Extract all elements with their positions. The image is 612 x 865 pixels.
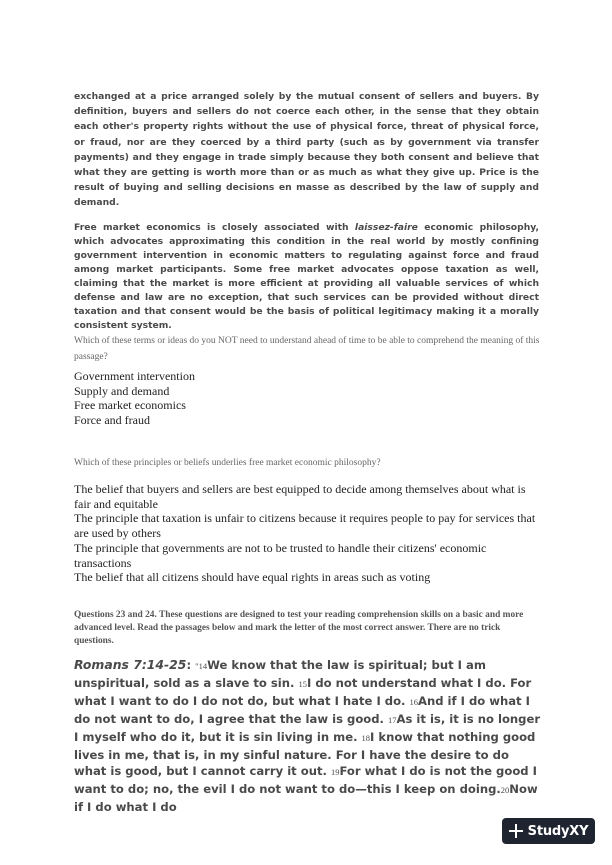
reference-colon: : (186, 658, 196, 672)
question-1-option: Government intervention (74, 369, 195, 383)
scripture-reference: Romans 7:14-25 (74, 657, 187, 672)
paragraph-2-text-end: economic philosophy, which advocates approximating this condition in the real world by mostly confining government intervention in economic matters to regulating against force and fraud among market participants. Some free market advocates oppose taxation as well, claiming that the market is more efficient at providing all valuable services of which defense and law are no exception, that such services can be provided without direct taxation and that consent would be the basis of political legitimacy making it a morally consistent system. (74, 222, 539, 331)
brand-name: StudyXY (527, 823, 589, 839)
paragraph-2-text-start: Free market economics is closely associated with (74, 222, 355, 233)
question-2-options (74, 482, 544, 585)
question-2-option: The belief that buyers and sellers are best equipped to decide among themselves about what is fair and equitable (74, 482, 526, 511)
verse-text: I know that nothing good lives in me, that is, in my sinful nature. For I have the desire to do what is good, but I cannot carry it out. (74, 729, 536, 779)
verse-number: 17 (387, 714, 397, 725)
verse-number: 18 (361, 732, 371, 743)
verse-number: 19 (330, 767, 340, 778)
quote-mark: " (195, 661, 199, 671)
plus-icon (509, 824, 523, 838)
question-1-option: Force and fraud (74, 413, 150, 428)
verse-text: We know that the law is spiritual; but I am unspiritual, sold as a slave to sin. (74, 658, 486, 690)
question-1-prompt: Which of these terms or ideas do you NOT need to understand ahead of time to be able to comprehend the meaning of this passage? (74, 336, 540, 362)
verse-text: As it is, it is no longer I myself who do it, but it is sin living in me. (74, 711, 541, 744)
verse-number: 14 (198, 661, 208, 671)
verse-text: And if I do what I do not want to do, I agree that the law is good. (74, 693, 530, 726)
studyxy-badge[interactable] (502, 818, 595, 844)
passage-paragraph-2 (74, 221, 539, 333)
question-2-prompt: Which of these principles or beliefs underlies free market economic philosophy? (74, 458, 381, 468)
section-instructions: Questions 23 and 24. These questions are designed to test your reading comprehension skills on a basic and more advanced level. Read the passages below and mark the letter of the most correct answer. There are no trick questions. (74, 610, 524, 646)
laissez-faire-term: laissez-faire (354, 222, 418, 233)
question-2-option: The principle that governments are not to be trusted to handle their citizens' economic transactions (74, 540, 487, 570)
question-2-option: The principle that taxation is unfair to citizens because it requires people to pay for services that are used by others (74, 511, 536, 541)
verse-number: 15 (298, 678, 307, 689)
question-1-option: Supply and demand (74, 383, 170, 398)
verse-text: For what I do is not the good I want to do; no, the evil I do not want to do—this I keep on doing. (74, 764, 537, 797)
verse-text: Now if I do what I do (74, 782, 538, 815)
passage-paragraph-1: exchanged at a price arranged solely by the mutual consent of sellers and buyers. By definition, buyers and sellers do not coerce each other, in the sense that they obtain each other's property rights without the use of physical force, threat of physical force, or fraud, nor are they coerced by a third party (such as by government via transfer payments) and they engage in trade simply because they both consent and believe that what they are getting is worth more than or as much as what they give up. Price is the result of buying and selling decisions en masse as described by the law of supply and demand. (74, 91, 539, 209)
question-2-option: The belief that all citizens should have equal rights in areas such as voting (74, 570, 431, 585)
question-1-options (74, 369, 544, 428)
romans-passage (74, 657, 544, 816)
verse-number: 20 (500, 785, 510, 796)
verse-number: 16 (409, 696, 418, 707)
verse-text: I do not understand what I do. For what I want to do I do not do, but what I hate I do. (74, 675, 532, 708)
question-1-option: Free market economics (74, 398, 186, 413)
